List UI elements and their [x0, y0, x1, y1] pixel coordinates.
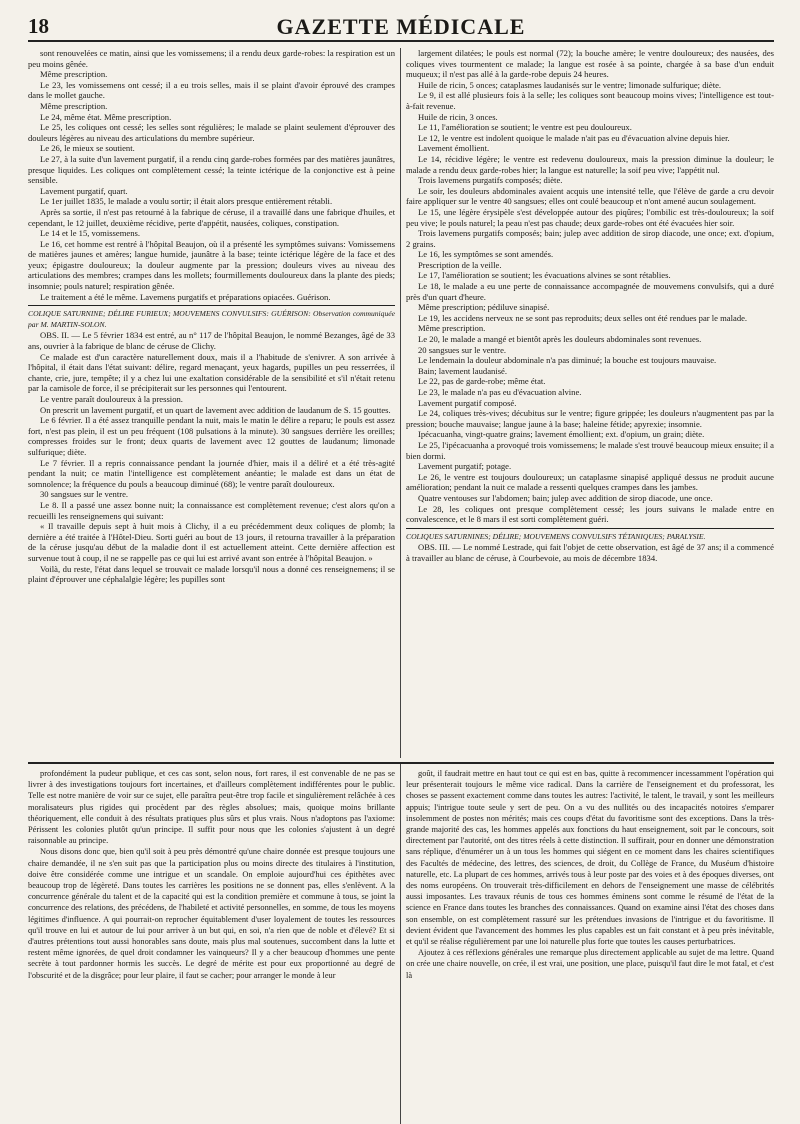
paragraph: Après sa sortie, il n'est pas retourné à la fabrique de céruse, il a travaillé dans une fabrique d'huiles, et cependant, le 12 juillet, deuxième récidive, perte d'appétit, nausées, coliques, constipation. — [28, 206, 395, 228]
paragraph: Le 24, coliques très-vives; décubitus sur le ventre; figure grippée; les douleurs n'augmentent pas par la pression; bouche mauvaise; langue jaune à la base; haleine fétide; apyrexie; insomnie. — [406, 408, 774, 429]
paragraph: profondément la pudeur publique, et ces cas sont, selon nous, fort rares, il est convenable de ne pas se livrer à des investigations toujours fort incertaines, et d'ailleurs complètement indifférentes pour le public. Telle est notre manière de voir sur ce sujet, elle paraîtra peut-être trop facile et singulièrement relâchée à ces moralisateurs plus rigides qui procèdent par des règles absolues; mais, quoique moins brillante théoriquement, elle conduit à des résultats pratiques plus sûrs et plus vrais. Nous n'adoptons pas l'axiome: Périssent les colonies plutôt qu'un principe. Il suffit pour nous que les colonies s'ajustent à un degré raisonnable au principe. — [28, 769, 395, 846]
paragraph: Huile de ricin, 3 onces. — [418, 111, 498, 122]
paragraph: Prescription de la veille. — [418, 259, 502, 270]
paragraph: Le 11, l'amélioration se soutient; le ventre est peu douloureux. — [418, 122, 632, 133]
paragraph: Le 15, une légère érysipèle s'est développée autour des piqûres; l'ombilic est très-douloureux; la soif peu vive; le pouls naturel; la peau n'est pas chaude; deux garde-robes ont été évacuées hier soir. — [406, 206, 774, 228]
paragraph: Huile de ricin, 5 onces; cataplasmes laudanisés sur le ventre; limonade sulfurique; diète. — [418, 79, 722, 90]
page-number: 18 — [28, 14, 49, 38]
paragraph: Le 25, l'ipécacuanha a provoqué trois vomissemens; le malade s'est trouvé beaucoup mieux ensuite; il a bien dormi. — [406, 439, 774, 461]
paragraph: Le soir, les douleurs abdominales avaient acquis une intensité telle, que l'élève de garde a cru devoir faire appliquer sur le ventre 40 sangsues; elles ont coulé beaucoup et n'ont amené aucun soulagement. — [406, 185, 774, 207]
feuilleton-left-column — [28, 764, 401, 1124]
paragraph: Le 23, les vomissemens ont cessé; il a eu trois selles, mais il se plaint d'avoir éprouvé des crampes dans le mollet gauche. — [28, 79, 395, 101]
paragraph: Le ventre paraît douloureux à la pression. — [40, 394, 183, 404]
paragraph: Le 14 et le 15, vomissemens. — [40, 228, 141, 239]
paragraph: Même prescription; pédiluve sinapisé. — [418, 302, 550, 313]
paragraph: Le 17, l'amélioration se soutient; les évacuations alvines se sont rétablies. — [418, 270, 671, 281]
paragraph: largement dilatées; le pouls est normal (72); la bouche amère; le ventre douloureux; des nausées, des coliques vives tourmentent ce malade; la langue est rosée à sa pointe, chargée à sa base d'un enduit muqueux; il n'est pas allé à la garde-robe depuis 24 heures. — [406, 48, 774, 80]
paragraph: Trois lavemens purgatifs composés; diète. — [418, 175, 563, 186]
case-two-heading: COLIQUE SATURNINE; DÉLIRE FURIEUX; MOUVEMENS CONVULSIFS: GUÉRISON: Observation communiquée par M. MARTIN-SOLON. — [28, 309, 395, 329]
feuilleton — [28, 762, 774, 1124]
case-two-paragraphs — [28, 330, 395, 584]
paragraph: On prescrit un lavement purgatif, et un quart de lavement avec addition de laudanum de S. 15 gouttes. — [40, 404, 391, 415]
feuilleton-right-column — [401, 764, 774, 1124]
right-column — [401, 48, 774, 758]
paragraph: Trois lavemens purgatifs composés; bain; julep avec addition de sirop diacode, une once; ext. d'opium, 2 grains. — [406, 228, 774, 249]
paragraph: goût, il faudrait mettre en haut tout ce qui est en bas, quitte à recommencer incessamment l'opération qui leur présenterait toujours le même vice radical. Dans la carrière de l'enseignement et du professorat, les choses se passent exactement comme dans toutes les autres: l'activité, le talent, le travail, y sont les meilleurs appuis; l'intrigue toute seule y sert de peu. On a vu des nullités ou des incapacités notoires s'emparer insolemment de postes non mérités; mais ces coups d'état du favoritisme sont des exceptions. Dans la très-grande majorité des cas, les hommes appelés aux fonctions du haut enseignement, soit par le concours, soit directement par l'autorité, ont des titres réels à cette distinction. Il suffirait, pour en donner une démonstration sans réplique, d'énumérer un à un tous les hommes qui siégent en ce moment dans les chaires scientifiques des Facultés de médecine, des lettres, des sciences, de droit, du Collège de France, du Muséum d'histoire naturelle, etc. La plupart de ces hommes, arrivés tous à leur poste par des voies et à des époques diverses, ont des noms européens. On trouverait très-difficilement en dehors de l'enseignement une masse de célébrités aussi imposantes. Les travaux réunis de tous ces hommes éminens sont comme le résumé de l'état de la science en France dans toutes les branches des connaissances. Quand on examine ainsi l'état des choses dans son ensemble, on est complètement rassuré sur les prétendues invasions de l'intrigue et du favoritisme. Il devient évident que l'avancement des hommes les plus capables est un fait constant et à peu près inévitable, et qu'il se réalise régulièrement par une loi naturelle plus forte que toutes les causes perturbatrices. — [406, 769, 774, 947]
paragraph: Le 26, le ventre est toujours douloureux; un cataplasme sinapisé appliqué dessus ne produit aucune amélioration; pendant la nuit ce malade a ressenti quelques crampes dans les jambes. — [406, 471, 774, 493]
left-column — [28, 48, 401, 758]
paragraph: « Il travaille depuis sept à huit mois à Clichy, il a eu précédemment deux coliques de plomb; la dernière a été traitée à l'Hôtel-Dieu. Sorti guéri au bout de 13 jours, il retourna travailler à la préparation de la céruse jusqu'au début de la maladie dont il est actuellement atteint. Cette dernière affection est survenue tout à coup, il ne se rappelle pas ce qui lui est arrivé avant son entrée à l'hôpital Beaujon. » — [28, 521, 395, 563]
paragraph: Le 6 février. Il a été assez tranquille pendant la nuit, mais le matin le délire a reparu; le pouls est assez fort, n'est pas plein, il est un peu fréquent (108 pulsations à la minute). 30 sangsues derrière les oreilles; compresses froides sur le front; deux quarts de lavement avec 12 gouttes de laudanum; limonade sulfurique; diète. — [28, 415, 395, 457]
paragraph: Même prescription. — [40, 100, 108, 111]
paragraph: Le 22, pas de garde-robe; même état. — [418, 376, 546, 387]
paragraph: Bain; lavement laudanisé. — [418, 365, 508, 376]
case-three-paragraph: OBS. III. — Le nommé Lestrade, qui fait l'objet de cette observation, est âgé de 37 ans; il a commencé à travailler au blanc de céruse, à Courbevoie, au mois de décembre 1834. — [406, 542, 774, 563]
paragraph: Lavement purgatif, quart. — [40, 185, 128, 196]
case-three-heading: COLIQUES SATURNINES; DÉLIRE; MOUVEMENS CONVULSIFS TÉTANIQUES; PARALYSIE. — [406, 531, 706, 541]
paragraph: sont renouvelées ce matin, ainsi que les vomissemens; il a rendu deux garde-robes: la respiration est un peu moins gênée. — [28, 48, 395, 69]
paragraph: Le 20, le malade a mangé et bientôt après les douleurs abdominales sont revenues. — [418, 334, 702, 345]
paragraph: Le 16, cet homme est rentré à l'hôpital Beaujon, où il a présenté les symptômes suivans: Vomissemens de matières jaunes et amères; langue humide, jaunâtre à la base; teinte ictérique légère de la face et des yeux; épigastre douloureux; la douleur augmente par la pression; douleurs vives au niveau des articulations des membres; crampes dans les mollets; fourmillements douloureux dans la plante des pieds; insomnie; pouls naturel; respiration gênée. — [28, 238, 395, 292]
paragraph: Le 7 février. Il a repris connaissance pendant la journée d'hier, mais il a déliré et a été très-agité pendant la nuit; ce matin l'intelligence est complètement anéantie; le malade est dans un état de somnolence; la fréquence du pouls a beaucoup diminué (68); le ventre paraît douloureux. — [28, 457, 395, 489]
paragraph: Le 19, les accidens nerveux ne se sont pas reproduits; deux selles ont été rendues par le malade. — [418, 312, 748, 323]
paragraph: OBS. II. — Le 5 février 1834 est entré, au n° 117 de l'hôpital Beaujon, le nommé Bezanges, âgé de 33 ans, ouvrier à la fabrique de blanc de céruse de Clichy. — [28, 330, 395, 352]
section-divider — [406, 528, 774, 529]
paragraph: Le 24, même état. Même prescription. — [40, 111, 172, 122]
paragraph: Lavement purgatif composé. — [418, 397, 517, 408]
paragraph: Voilà, du reste, l'état dans lequel se trouvait ce malade lorsqu'il nous a donné ces renseignemens; il se plaint d'éprouver une céphalalgie légère; les pupilles sont — [28, 563, 395, 585]
paragraph: Ajoutez à ces réflexions générales une remarque plus directement applicable au sujet de ma lettre. Quand on crée une chaire nouvelle, on crée, il est vrai, une position, une place, puisqu'il faut dire le mot fatal, et c'est là — [406, 948, 774, 980]
paragraph: Même prescription. — [40, 69, 108, 80]
paragraph: Lavement purgatif; potage. — [418, 461, 512, 472]
paragraph: 20 sangsues sur le ventre. — [418, 344, 507, 355]
paragraph: Le 14, récidive légère; le ventre est redevenu douloureux, mais la pression diminue la douleur; le malade a rendu deux garde-robes hier; la langue est naturelle; la soif peu vive; l'appétit nul. — [406, 153, 774, 175]
paragraph: Le 27, à la suite d'un lavement purgatif, il a rendu cinq garde-robes formées par des matières jaunâtres, presque liquides. Les coliques ont complètement cessé; la teinte ictérique de la conjonctive est à peine sensible. — [28, 153, 395, 186]
paragraph: Le 9, il est allé plusieurs fois à la selle; les coliques sont beaucoup moins vives; l'intelligence est tout-à-fait revenue. — [406, 90, 774, 111]
paragraph: Ipécacuanha, vingt-quatre grains; lavement émollient; ext. d'opium, un grain; diète. — [418, 429, 705, 440]
paragraph: Le 18, le malade a eu une perte de connaissance accompagnée de mouvemens convulsifs, qui a duré près d'un quart d'heure. — [406, 281, 774, 302]
right-column-paragraphs — [406, 48, 774, 525]
paragraph: Le 23, le malade n'a pas eu d'évacuation alvine. — [418, 387, 582, 397]
paragraph: Le 28, les coliques ont presque complètement cessé; les jours suivans le malade entre en convalescence, et le 8 mars il est sorti complètement guéri. — [406, 503, 774, 525]
paragraph: 30 sangsues sur le ventre. — [40, 489, 129, 500]
paragraph: Nous disons donc que, bien qu'il soit à peu près démontré qu'une chaire donnée est presque toujours une chaire demandée, il ne s'en suit pas que la participation plus ou moins directe des titulaires à l'institution, doive être considérée comme une intrigue et un scandale. On emploie aujourd'hui ces épithètes avec beaucoup trop de légèreté. Dans toutes les carrières les positions ne se donnent pas, elles s'enlèvent. A la concurrence générale du talent et de la capacité qui est la condition première et commune à tous, se joint la concurrence des relations, des précédens, de l'habileté et activité personnelles, en somme, de tous les moyens légitimes d'influence. A qui pourrait-on reprocher équitablement d'user loyalement de toutes les ressources qu'il trouve en lui et autour de lui pour arriver à un but qui, en soi, n'a rien que de noble et d'élevé? Et si d'autres prétentions tout aussi honorables sans doute, mais plus mal soutenues, succombent dans la lutte et restent même ignorées, de quel droit condamner les vainqueurs? Il y a cher beaucoup d'hommes une pente secrète à tout pardonner hormis les succès. Le degré de mérite est pour eux proportionné au degré de l'obscurité et de la disgrâce; pour leur plaire, il faut se cacher; pour arranger le monde à leur — [28, 847, 395, 980]
publication-title: GAZETTE MÉDICALE — [276, 14, 526, 39]
paragraph: Quatre ventouses sur l'abdomen; bain; julep avec addition de sirop diacode, une once. — [418, 492, 713, 503]
paragraph: Le 8. Il a passé une assez bonne nuit; la connaissance est complètement revenue; c'est alors qu'on a recueilli les renseignemens qui suivant: — [28, 499, 395, 521]
paragraph: Lavement émollient. — [418, 143, 490, 154]
paragraph: Le 1er juillet 1835, le malade a voulu sortir; il était alors presque entièrement rétabli. — [40, 196, 333, 207]
section-divider — [28, 305, 395, 306]
paragraph: Le traitement a été le même. Lavemens purgatifs et préparations opiacées. Guérison. — [40, 291, 331, 302]
paragraph: Le 26, le mieux se soutient. — [40, 143, 135, 154]
main-columns — [28, 48, 774, 758]
paragraph: Le 16, les symptômes se sont amendés. — [418, 249, 554, 260]
page-header — [28, 10, 774, 42]
paragraph: Le 12, le ventre est indolent quoique le malade n'ait pas eu d'évacuation alvine depuis hier. — [418, 132, 730, 143]
paragraph: Le lendemain la douleur abdominale n'a pas diminué; la bouche est toujours mauvaise. — [418, 355, 717, 366]
paragraph: Même prescription. — [418, 323, 486, 334]
paragraph: Ce malade est d'un caractère naturellement doux, mais il a l'habitude de s'enivrer. A son arrivée à l'hôpital, il était dans l'état suivant: délire, regard menaçant, yeux hagards, pupilles un peu resserrées, il chante, crie, jure, tempête; il y a chez lui une exaltation considérable de la sensibilité et s'il n'était retenu par la camisole de force, il se précipiterait sur les personnes qui l'entourent. — [28, 351, 395, 394]
left-column-paragraphs — [28, 48, 395, 302]
paragraph: Le 25, les coliques ont cessé; les selles sont régulières; le malade se plaint seulement d'éprouver des douleurs légères au niveau des articulations du membre supérieur. — [28, 122, 395, 143]
